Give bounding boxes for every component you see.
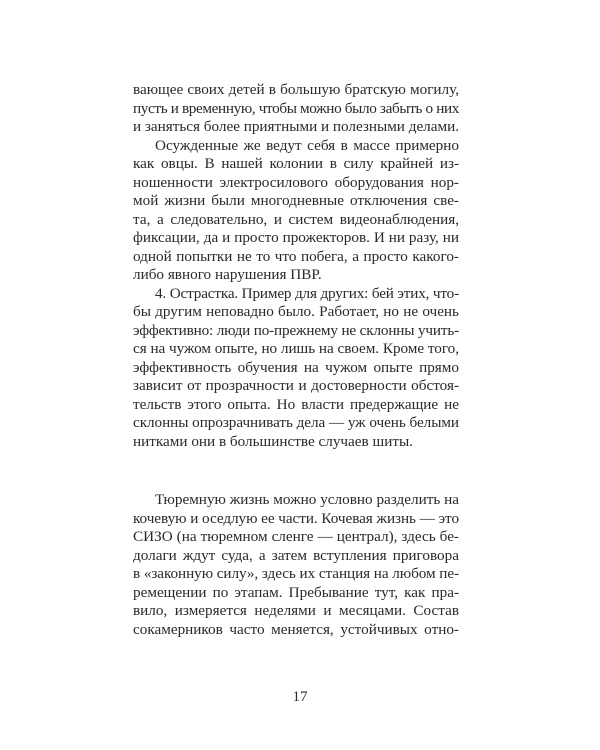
text-line: эффективно: люди по-прежнему не склонны учить- xyxy=(133,321,459,339)
text-line: ремещении по этапам. Пребывание тут, как пра- xyxy=(133,583,459,601)
text-line: долаги ждут суда, а затем вступления приговора xyxy=(133,546,459,564)
text-line: тельств этого опыта. Но власти предержащие не xyxy=(133,395,459,413)
text-line: вило, измеряется неделями и месяцами. Состав xyxy=(133,602,459,619)
text-line: склонны опрозрачнивать дела — уж очень белыми xyxy=(133,414,459,431)
text-line: в «законную силу», здесь их станция на любом пе- xyxy=(133,565,459,582)
text-line: ся на чужом опыте, но лишь на своем. Кроме того, xyxy=(133,340,460,357)
text-line: эффективность обучения на чужом опыте прямо xyxy=(133,358,459,376)
text-line: ношенности электросилового оборудования нор- xyxy=(133,173,459,191)
text-line: одной попытки не то что побега, а просто какого- xyxy=(133,247,459,265)
text-line: 4. Острастка. Пример для других: бей этих, что- xyxy=(155,284,459,302)
text-line: мой жизни были многодневные отключения све- xyxy=(133,192,459,209)
text-line: и заняться более приятными и полезными делами. xyxy=(133,118,459,135)
page-number: 17 xyxy=(292,689,308,705)
text-line: нитками они в большинстве случаев шиты. xyxy=(133,432,413,450)
text-line: та, а следовательно, и систем видеонаблюдения, xyxy=(133,210,459,228)
text-line: Осужденные же ведут себя в массе примерно xyxy=(155,136,459,154)
text-line: вающее своих детей в большую братскую могилу, xyxy=(133,81,459,98)
text-line: Тюремную жизнь можно условно разделить на xyxy=(155,491,459,508)
text-line: сокамерников часто меняется, устойчивых отно- xyxy=(133,620,459,638)
text-line: либо явного нарушения ПВР. xyxy=(133,266,322,283)
text-section-1 xyxy=(133,81,459,451)
text-section-2 xyxy=(133,491,459,639)
text-line: как овцы. В нашей колонии в силу крайней из- xyxy=(133,155,459,172)
text-line: бы другим неповадно было. Работает, но не очень xyxy=(133,303,459,320)
text-line: кочевую и оседлую ее части. Кочевая жизнь — это xyxy=(133,509,459,527)
text-line: СИЗО (на тюремном сленге — централ), здесь бе- xyxy=(133,528,459,545)
text-line: зависит от прозрачности и достоверности обстоя- xyxy=(133,377,459,394)
text-line: пусть и временную, чтобы можно было забыть о них xyxy=(133,99,459,117)
text-line: фиксации, да и просто прожекторов. И ни разу, ни xyxy=(133,229,459,246)
